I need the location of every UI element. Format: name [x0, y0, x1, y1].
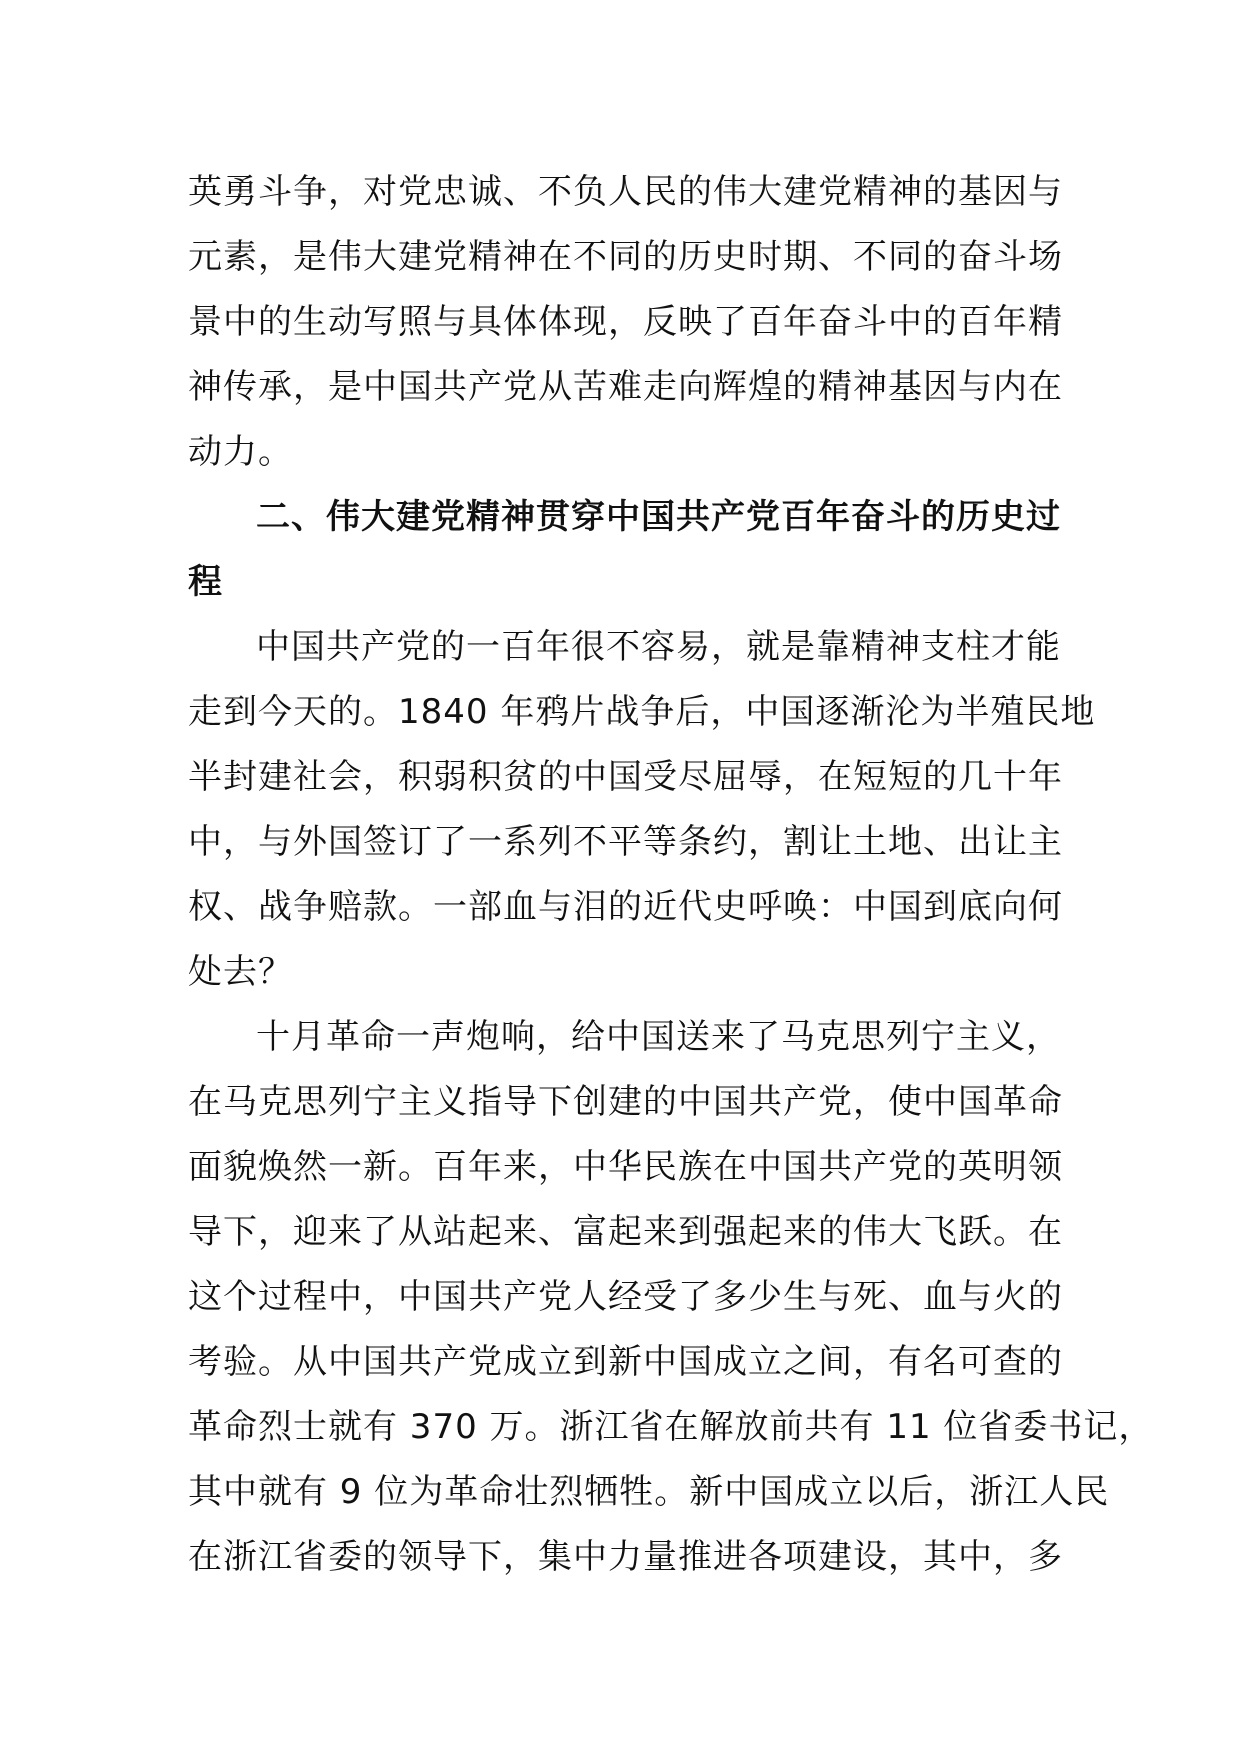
text-line: 处去？ — [188, 952, 293, 992]
text-line: 导下，迎来了从站起来、富起来到强起来的伟大飞跃。在 — [188, 1212, 1063, 1252]
text-line: 动力。 — [188, 432, 293, 472]
text-line: 元素，是伟大建党精神在不同的历史时期、不同的奋斗场 — [188, 237, 1063, 277]
text-line: 考验。从中国共产党成立到新中国成立之间，有名可查的 — [188, 1342, 1063, 1382]
text-line: 其中就有 9 位为革命壮烈牺牲。新中国成立以后，浙江人民 — [188, 1472, 1110, 1512]
text-line: 权、战争赔款。一部血与泪的近代史呼唤：中国到底向何 — [188, 887, 1063, 927]
text-line: 景中的生动写照与具体体现，反映了百年奋斗中的百年精 — [188, 302, 1063, 342]
text-line: 革命烈士就有 370 万。浙江省在解放前共有 11 位省委书记， — [188, 1407, 1154, 1447]
text-line: 走到今天的。1840 年鸦片战争后，中国逐渐沦为半殖民地 — [188, 692, 1096, 732]
text-line: 半封建社会，积弱积贫的中国受尽屈辱，在短短的几十年 — [188, 757, 1063, 797]
text-line: 中国共产党的一百年很不容易，就是靠精神支柱才能 — [256, 627, 1061, 667]
text-line: 这个过程中，中国共产党人经受了多少生与死、血与火的 — [188, 1277, 1063, 1317]
text-line: 中，与外国签订了一系列不平等条约，割让土地、出让主 — [188, 822, 1063, 862]
paragraph-1 — [188, 160, 1070, 485]
paragraph-3 — [188, 1005, 1154, 1590]
document-page — [188, 160, 1154, 1590]
text-line: 面貌焕然一新。百年来，中华民族在中国共产党的英明领 — [188, 1147, 1063, 1187]
text-line: 十月革命一声炮响，给中国送来了马克思列宁主义， — [256, 1017, 1061, 1057]
text-line: 神传承，是中国共产党从苦难走向辉煌的精神基因与内在 — [188, 367, 1063, 407]
section-heading — [188, 485, 1070, 615]
text-line: 在浙江省委的领导下，集中力量推进各项建设，其中，多 — [188, 1537, 1063, 1577]
text-line: 在马克思列宁主义指导下创建的中国共产党，使中国革命 — [188, 1082, 1063, 1122]
section-heading-line: 程 — [188, 562, 223, 602]
section-heading-line: 二、伟大建党精神贯穿中国共产党百年奋斗的历史过 — [256, 497, 1061, 537]
paragraph-2 — [188, 615, 1096, 1005]
text-line: 英勇斗争，对党忠诚、不负人民的伟大建党精神的基因与 — [188, 172, 1063, 212]
